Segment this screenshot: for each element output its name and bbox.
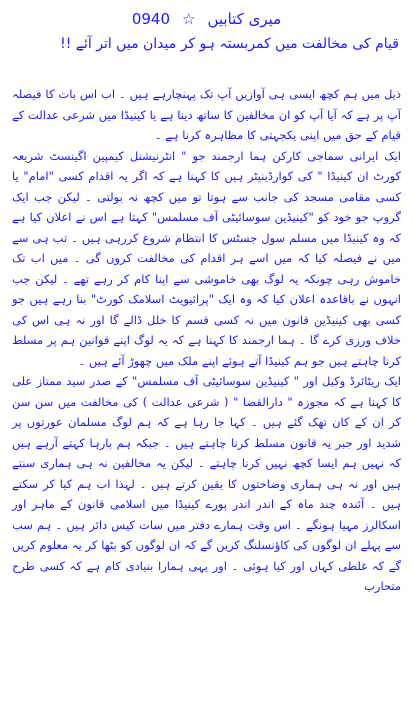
paragraph-mumtaz-ali: ایک ریٹائرڈ وکیل اور " کینیڈین سوسائیٹی آف مسلمس" کے صدر سید ممتاز علی کا کہنا ہے کہ مجوزہ " دارالقضا " ( شرعی عدالت ) کی مخالفت میں سن سن کر ان کے کان تھک گئے ہیں ۔ کہا جا رہا ہے کہ ہم لوگ مسلمان عورتوں پر شدید اور جبر یہ قانون مسلط کرنا چاہتے ہیں ۔ جبکہ ہم بارہا کہتے آرہے ہیں کہ نہیں ہم ایسا کچھ نہیں کرنا چاہتے ۔ لیکن یہ مخالفین نہ ہی ہماری سنتے ہیں اور نہ ہی ہماری وضاحتوں کا یقین کرتے ہیں ۔ لہذا اب ہم کیا کر سکتے ہیں ۔ آئندہ چند ماہ کے اندر اندر پورے کینیڈا میں اسلامی قانون کے ماہر اور اسکالرز مہیا ہونگے ۔ اس وقت ہمارے دفتر میں سات کیس دائر ہیں ۔ ہم سب سے پہلے ان لوگوں کی کاؤنسلنگ کریں گے کہ ان لوگوں کو بٹھا کر یہ معلوم کریں گے کہ غلطی کہاں اور کیا ہوئی ۔ اور یہی ہمارا بنیادی کام ہے کہ کسی طرح متحارب: [12, 374, 401, 593]
page-header: [0, 6, 413, 32]
header-title: میری کتابیں: [207, 10, 282, 28]
paragraph-huma-arjmand: ایک ایرانی سماجی کارکن ہما ارجمند جو " انٹرنیشنل کیمپین اگینسٹ شریعہ کورٹ ان کینیڈا " کی کوارڈینیٹر ہیں کا کہنا ہے کہ اگر یہ اقدام کسی "امام" یا کسی مقامی مسجد کی جانب سے ہوتا تو میں کچھ نہ بولتی ۔ لیکن جب ایک گروپ جو خود کو "کینیڈین سوسائیٹی آف مسلمس" کہتا ہے اس نے اعلان کیا ہے کہ وہ کینیڈا میں مسلم سول جسٹس کا انتظام شروع کررہی ہیں ۔ تب ہی سے میں نے فیصلہ کیا کہ میں اسے ہر اقدام کی مخالفت کروں گی ۔ میں اب تک خاموش رہی چونکہ یہ لوگ بھی خاموشی سے اپنا کام کر رہے تھے ۔ لیکن جب انہوں نے باقاعدہ اعلان کیا کہ وہ ایک "پرائیویٹ اسلامک کورٹ" بنا رہے ہیں جو کسی بھی کینیڈین قانون میں نہ کسی قسم کا خلل ڈالے گا اور نہ ہی اس کی خلاف ورزی کرے گا ۔ ہما ارجمند کا کہنا ہے کہ یہ لوگ اپنے قوانین ہم پر مسلط کرنا چاہتے ہیں جو ہم کینیڈا آتے ہوئے اپنے ملک میں چھوڑ آئے ہیں ۔: [12, 148, 401, 368]
page-code: 0940: [131, 10, 170, 28]
paragraph-intro: ذیل میں ہم کچھ ایسی ہی آوازیں آپ تک پہنچارہے ہیں ۔ اب اس بات کا فیصلہ آپ پر ہے کہ آیا آپ کو ان مخالفین کا ساتھ دینا ہے یا کینیڈا میں شرعی عدالت کے قیام کے حق میں اپنی یکجہتی کا مظاہرہ کرنا ہے ۔: [12, 87, 401, 142]
star-icon: ☆: [182, 10, 196, 28]
article-body: [12, 84, 401, 597]
article-headline: قیام کی مخالفت میں کمربستہ ہو کر میدان میں اتر آئے !!: [60, 36, 399, 52]
